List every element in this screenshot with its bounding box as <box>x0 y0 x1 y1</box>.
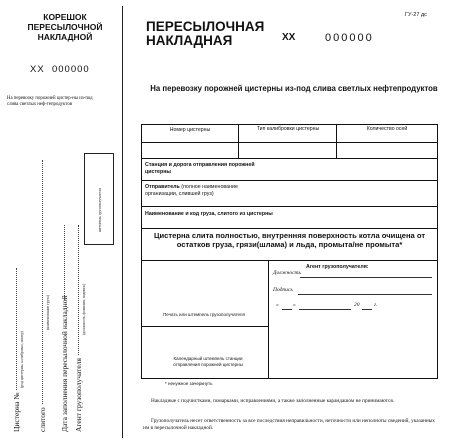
stub-agent-label: Агент грузополучателя <box>74 358 83 432</box>
stub-slito-hint: (наименование груза) <box>46 295 50 330</box>
table-divider <box>141 180 438 181</box>
stub-title-line: НАКЛАДНОЙ <box>37 32 93 42</box>
table-divider <box>141 260 438 261</box>
stub-slito-line[interactable] <box>42 160 43 404</box>
stub-title <box>18 12 112 42</box>
year-field[interactable] <box>362 309 372 310</box>
page-title-line: НАКЛАДНАЯ <box>146 33 233 48</box>
table-divider <box>238 124 239 158</box>
year-prefix: 20 <box>354 302 360 308</box>
series: XX <box>282 32 296 43</box>
date-close-quote: » <box>293 302 296 308</box>
table-divider <box>141 228 438 229</box>
agent-title: Агент грузополучателя: <box>306 264 369 270</box>
stub-slito-label: слитого <box>38 407 47 432</box>
table-divider <box>141 142 438 143</box>
stub-date-line[interactable] <box>64 225 65 300</box>
note-2: Грузополучатель несет ответственность за все последствия неправильности, неточности или неполноты сведений, указанных им в пересылочной накладной. <box>143 418 435 431</box>
stub-series: XX <box>30 64 45 75</box>
stub-stamp-label: штемпель грузополучателя <box>98 188 102 232</box>
sender-label <box>145 184 265 197</box>
footnote: * ненужное зачеркнуть <box>165 381 213 386</box>
stub-date-label: Дата заполнения пересылочной накладной <box>60 295 69 432</box>
cargo-label: Наименование и код груза, слитого из цистерны <box>145 211 273 217</box>
stub-agent-line[interactable] <box>78 225 79 355</box>
stub-cistern-hint: (род цистерны, калибровка, номер) <box>20 331 24 388</box>
calendar-stamp-label: Календарный штемпель станции отправления порожней цистерны <box>173 356 243 367</box>
stub-number <box>30 64 90 75</box>
col-calibration-type: Тип калибровки цистерны <box>256 126 320 132</box>
cleaning-statement: Цистерна слита полностью, внутренняя поверхность котла очищена от остатков груза, грязи(шламa) и льда, промыта/не промыта* <box>153 231 426 249</box>
signature-label: Подпись <box>273 287 293 293</box>
stub-cistern-label: Цистерна № <box>12 392 21 432</box>
position-field[interactable] <box>300 277 432 278</box>
col-cistern-number: Номер цистерны <box>169 127 211 133</box>
sender-hint: (полное наименование организации, слившей груз) <box>145 184 238 197</box>
stub-cistern-line[interactable] <box>16 268 17 390</box>
date-open-quote: « <box>276 302 279 308</box>
stub-title-line: ПЕРЕСЫЛОЧНОЙ <box>27 22 103 32</box>
stub-description: На перевозку порожней цистер-ны из-под слива светлых неф-тепродуктов <box>7 96 93 107</box>
day-field[interactable] <box>282 309 292 310</box>
year-suffix: г. <box>374 302 378 308</box>
month-field[interactable] <box>299 309 351 310</box>
stub-title-line: КОРЕШОК <box>43 12 87 22</box>
stub-agent-hint: (должность, фамилия, подпись) <box>82 283 86 335</box>
table-divider <box>141 158 438 159</box>
stub-number-value: 000000 <box>51 64 90 75</box>
recipient-stamp-label: Печать или штемпель грузополучателя <box>163 312 245 317</box>
station-label: Станция и дорога отправления порожней цистерны <box>145 162 255 175</box>
table-divider <box>268 260 269 379</box>
page-title-line: ПЕРЕСЫЛОЧНАЯ <box>146 19 265 34</box>
subtitle: На перевозку порожней цистерны из-под слива светлых нефтепродуктов <box>150 84 438 93</box>
signature-field[interactable] <box>298 294 432 295</box>
col-axle-count: Количество осей <box>366 126 408 132</box>
sender-title: Отправитель <box>145 184 180 190</box>
position-label: Должность <box>273 270 302 276</box>
table-divider <box>336 124 337 158</box>
form-code: ГУ-27 дс <box>405 12 427 18</box>
document-number: 000000 <box>325 32 374 44</box>
note-1: Накладные с подчистками, помарками, исправлениями, а также заполненные карандашом не принимаются. <box>151 398 395 404</box>
table-divider <box>141 206 438 207</box>
tear-off-divider <box>122 6 123 438</box>
table-divider <box>141 326 268 327</box>
page-title <box>146 20 264 48</box>
